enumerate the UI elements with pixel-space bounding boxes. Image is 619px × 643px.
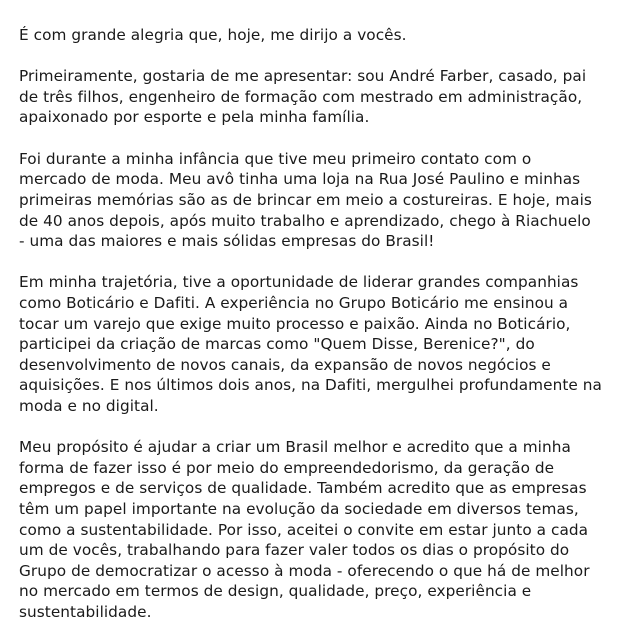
text-line: no mercado em termos de design, qualidade, preço, experiência e bbox=[19, 582, 532, 601]
text-line: empregos e de serviços de qualidade. Também acredito que as empresas bbox=[19, 479, 587, 498]
text-line: um de vocês, trabalhando para fazer valer todos os dias o propósito do bbox=[19, 541, 570, 560]
paragraph-career bbox=[19, 272, 611, 416]
paragraph-childhood bbox=[19, 149, 611, 252]
text-line: como Boticário e Dafiti. A experiência no Grupo Boticário me ensinou a bbox=[19, 294, 569, 312]
text-line: primeiras memórias são as de brincar em meio a costureiras. E hoje, mais bbox=[19, 190, 592, 209]
paragraph-introduction bbox=[19, 66, 611, 128]
text-line: tocar um varejo que exige muito processo e paixão. Ainda no Boticário, bbox=[19, 314, 571, 333]
paragraph-purpose bbox=[19, 437, 611, 622]
text-line: Grupo de democratizar o acesso à moda - oferecendo o que há de melhor bbox=[19, 561, 590, 580]
text-line: Em minha trajetória, tive a oportunidade de liderar grandes companhias bbox=[19, 273, 579, 292]
text-line: apaixonado por esporte e pela minha família. bbox=[19, 108, 370, 127]
text-line: como a sustentabilidade. Por isso, aceitei o convite em estar junto a cada bbox=[19, 520, 589, 539]
text-line: Meu propósito é ajudar a criar um Brasil melhor e acredito que a minha bbox=[19, 438, 571, 457]
text-line: têm um papel importante na evolução da sociedade em diversos temas, bbox=[19, 500, 579, 519]
paragraph-greeting bbox=[19, 25, 611, 46]
text-line: de três filhos, engenheiro de formação com mestrado em administração, bbox=[19, 87, 583, 106]
text-line: participei da criação de marcas como "Quem Disse, Berenice?", do bbox=[19, 335, 535, 354]
text-line: Primeiramente, gostaria de me apresentar: sou André Farber, casado, pai bbox=[19, 67, 587, 86]
text-line: aquisições. E nos últimos dois anos, na Dafiti, mergulhei profundamente na bbox=[19, 376, 602, 395]
text-line: - uma das maiores e mais sólidas empresas do Brasil! bbox=[19, 232, 435, 251]
text-line: moda e no digital. bbox=[19, 396, 159, 415]
text-line: sustentabilidade. bbox=[19, 603, 152, 621]
text-line: mercado de moda. Meu avô tinha uma loja na Rua José Paulino e minhas bbox=[19, 170, 581, 189]
text-line: desenvolvimento de novos canais, da expansão de novos negócios e bbox=[19, 355, 551, 374]
text-line: Foi durante a minha infância que tive meu primeiro contato com o bbox=[19, 149, 532, 168]
text-line: de 40 anos depois, após muito trabalho e aprendizado, chego à Riachuelo bbox=[19, 211, 591, 230]
text-line: forma de fazer isso é por meio do empreendedorismo, da geração de bbox=[19, 458, 555, 477]
letter-body bbox=[19, 25, 611, 643]
text-line: É com grande alegria que, hoje, me dirijo a vocês. bbox=[19, 26, 407, 44]
